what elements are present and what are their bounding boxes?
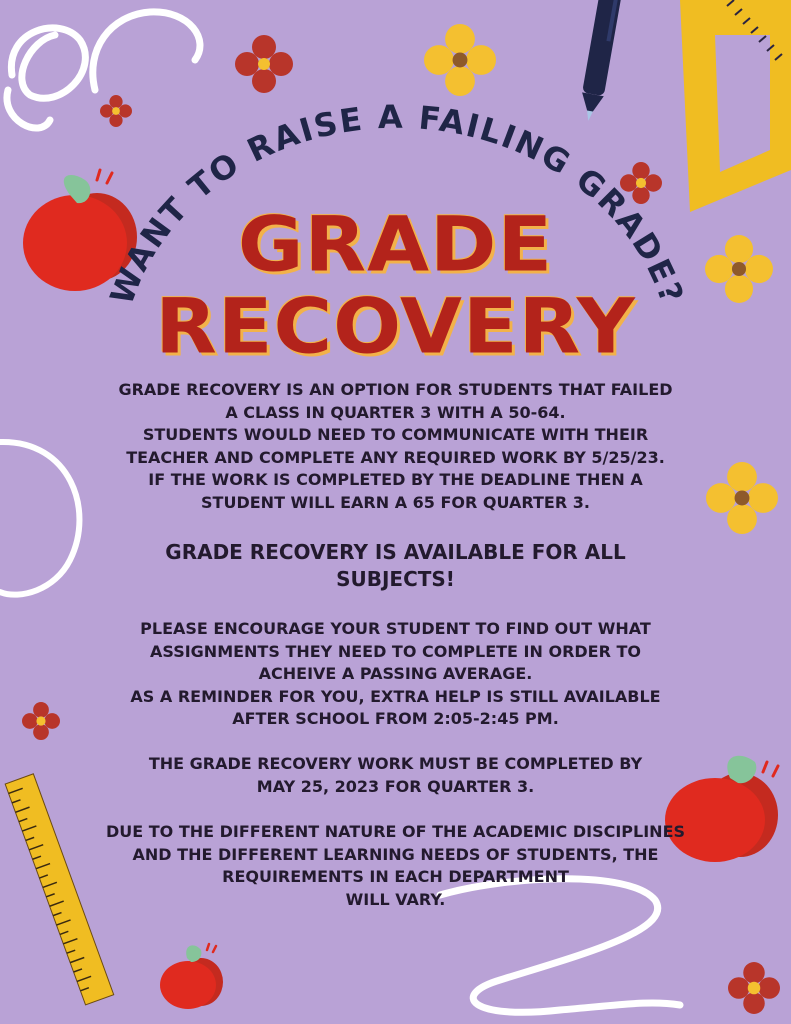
paragraph-requirements (60, 821, 731, 911)
flower-icon (22, 702, 60, 740)
title-grade: GRADE (237, 200, 554, 289)
paragraph-encourage (60, 618, 731, 731)
paragraph-line: MAY 25, 2023 FOR QUARTER 3. (256, 776, 535, 796)
paragraph-line: AND THE DIFFERENT LEARNING NEEDS OF STUDENTS, THE (132, 844, 659, 864)
title-recovery: RECOVERY (155, 282, 636, 371)
paragraph-line: REQUIREMENTS IN EACH DEPARTMENT (222, 867, 569, 886)
paragraph-line: A CLASS IN QUARTER 3 WITH A 50-64. (225, 402, 566, 422)
paragraph-line: IF THE WORK IS COMPLETED BY THE DEADLINE THEN A (148, 470, 643, 489)
paragraph-line: PLEASE ENCOURAGE YOUR STUDENT TO FIND OUT WHAT (140, 619, 651, 638)
paragraph-deadline (60, 753, 731, 798)
paragraph-line: DUE TO THE DIFFERENT NATURE OF THE ACADEMIC DISCIPLINES (105, 822, 686, 841)
paragraph-line: TEACHER AND COMPLETE ANY REQUIRED WORK BY 5/25/23. (126, 447, 665, 467)
paragraph-line: WILL VARY. (345, 889, 446, 909)
paragraph-availability (60, 539, 731, 593)
paragraph-line: GRADE RECOVERY IS AVAILABLE FOR ALL (165, 540, 626, 564)
paragraph-eligibility (60, 379, 731, 514)
paragraph-line: GRADE RECOVERY IS AN OPTION FOR STUDENTS THAT FAILED (118, 380, 673, 399)
paragraph-line: SUBJECTS! (336, 567, 455, 591)
paragraph-line: ACHEIVE A PASSING AVERAGE. (258, 664, 533, 683)
paragraph-line: ASSIGNMENTS THEY NEED TO COMPLETE IN ORDER TO (150, 641, 641, 661)
paragraph-line: STUDENT WILL EARN A 65 FOR QUARTER 3. (201, 492, 590, 512)
paragraph-line: STUDENTS WOULD NEED TO COMMUNICATE WITH THEIR (142, 425, 649, 444)
apple-icon (155, 940, 230, 1010)
arc-heading-text: WANT TO RAISE A FAILING GRADE? (102, 97, 692, 310)
paragraph-line: AFTER SCHOOL FROM 2:05-2:45 PM. (232, 709, 559, 728)
paragraph-line: THE GRADE RECOVERY WORK MUST BE COMPLETED BY (148, 754, 643, 773)
flower-icon (728, 962, 780, 1014)
paragraph-line: AS A REMINDER FOR YOU, EXTRA HELP IS STILL AVAILABLE (130, 686, 661, 706)
